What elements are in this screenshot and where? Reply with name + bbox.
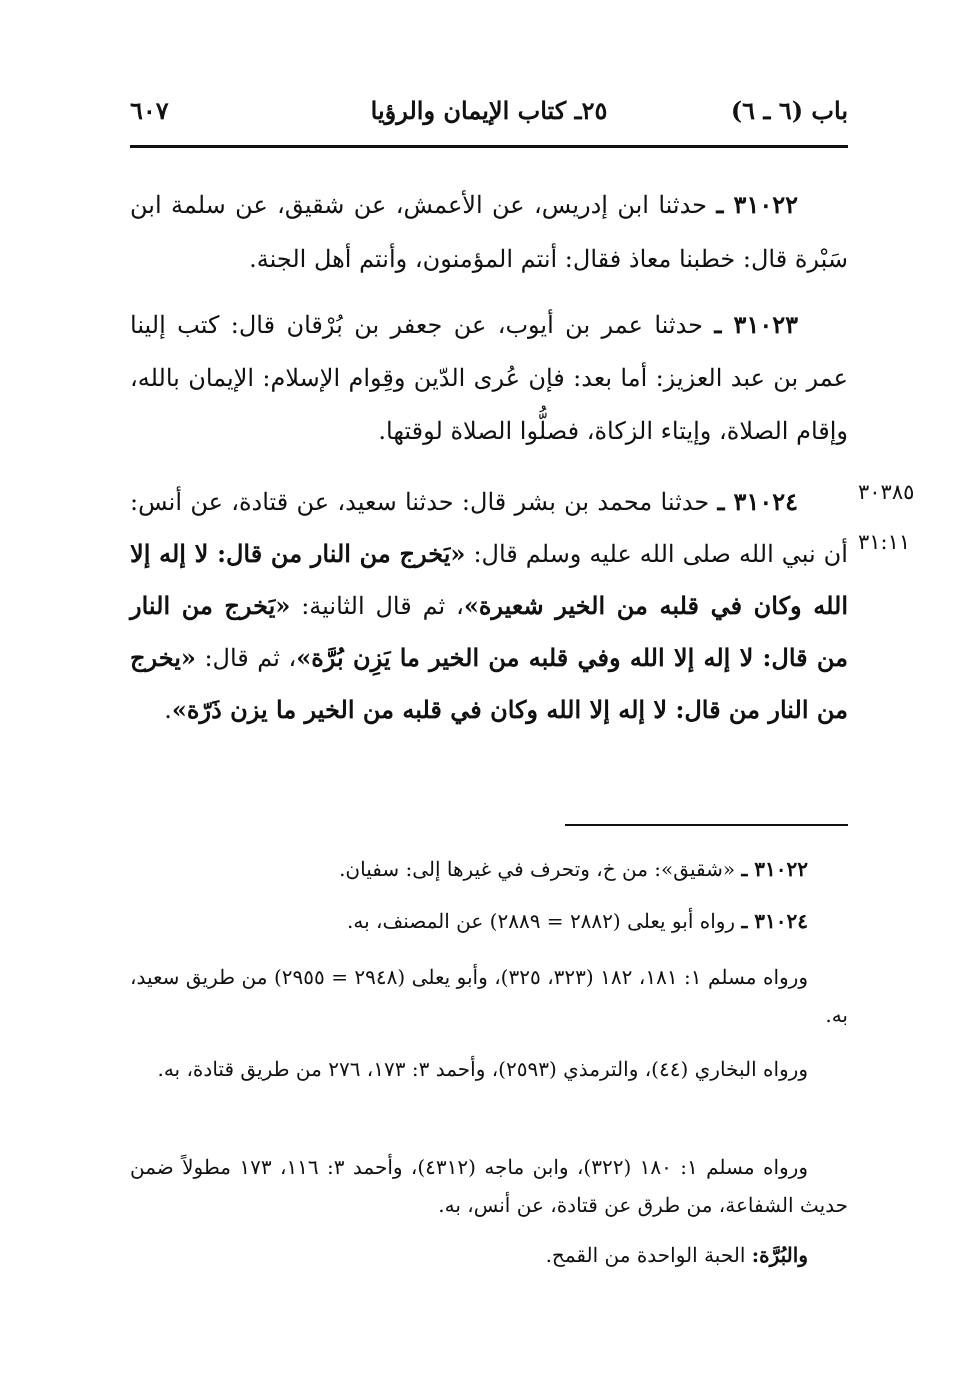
footnote-glossary — [130, 1236, 848, 1274]
hadith-text: حدثنا ابن إدريس، عن الأعمش، عن شقيق، عن سلمة ابن سَبْرة قال: خطبنا معاذ فقال: أنتم المؤمنون، وأنتم أهل الجنة. — [130, 191, 848, 273]
hadith-31023 — [130, 298, 848, 458]
hadith-number: ٣١٠٢٤ ـ — [717, 487, 798, 516]
hadith-text-mid2: ، ثم قال: — [204, 644, 297, 672]
footnote-number: ٣١٠٢٤ ـ — [741, 909, 808, 933]
hadith-number: ٣١٠٢٣ ـ — [714, 310, 798, 339]
hadith-text-mid: ، ثم قال الثانية: — [301, 592, 464, 620]
footnote-text: ورواه مسلم ١: ١٨٠ (٣٢٢)، وابن ماجه (٤٣١٢)، وأحمد ٣: ١١٦، ١٧٣ مطولاً ضمن حديث الشفاعة، من طرق عن قتادة، عن أنس، به. — [130, 1155, 848, 1217]
footnote — [130, 958, 848, 1034]
hadith-text: حدثنا عمر بن أيوب، عن جعفر بن بُرْقان قال: كتب إلينا عمر بن عبد العزيز: أما بعد: فإن عُرى الدّين وقِوام الإسلام: الإيمان بالله، وإقام الصلاة، وإيتاء الزكاة، فصلُّوا الصلاة لوقتها. — [130, 311, 848, 445]
footnote-rule — [565, 824, 848, 826]
page-number: ٦٠٧ — [130, 96, 169, 125]
hadith-31022 — [130, 178, 848, 286]
hadith-quote-3: «يخرج من النار من قال: لا إله إلا الله وكان في قلبه من الخير ما يزن ذَرّة» — [130, 643, 848, 724]
footnote-text: «شقيق»: من خ، وتحرف في غيرها إلى: سفيان. — [339, 857, 736, 881]
hadith-31024 — [130, 476, 848, 736]
footnote — [130, 1050, 848, 1088]
hadith-quote-1: «يَخرج من النار من قال: لا إله إلا الله وكان في قلبه من الخير شعيرة» — [130, 539, 848, 620]
margin-reference: ٣٠٣٨٥ — [858, 480, 915, 504]
margin-reference: ٣١:١١ — [858, 530, 911, 554]
glossary-definition: الحبة الواحدة من القمح. — [545, 1243, 746, 1267]
hadith-number: ٣١٠٢٢ ـ — [716, 190, 798, 219]
chapter-heading: باب (٦ ـ ٦) — [730, 96, 848, 125]
footnote — [130, 1148, 848, 1224]
hadith-text-end: . — [164, 696, 172, 724]
footnote-number: ٣١٠٢٢ ـ — [741, 857, 808, 881]
header-rule — [130, 145, 848, 148]
book-title: ٢٥ـ كتاب الإيمان والرؤيا — [370, 96, 608, 125]
footnote — [130, 850, 848, 888]
footnote — [130, 902, 848, 940]
hadith-text-intro: حدثنا محمد بن بشر قال: حدثنا سعيد، عن قتادة، عن أنس: أن نبي الله صلى الله عليه وسلم قال: — [130, 488, 848, 568]
footnote-text: ورواه مسلم ١: ١٨١، ١٨٢ (٣٢٣، ٣٢٥)، وأبو يعلى (٢٩٤٨ = ٢٩٥٥) من طريق سعيد، به. — [130, 965, 848, 1027]
page-header — [130, 96, 848, 132]
hadith-quote-2: «يَخرج من النار من قال: لا إله إلا الله وفي قلبه من الخير ما يَزِن بُرَّة» — [130, 591, 848, 672]
glossary-term: والبُرَّة: — [751, 1243, 808, 1267]
footnote-text: ورواه البخاري (٤٤)، والترمذي (٢٥٩٣)، وأحمد ٣: ١٧٣، ٢٧٦ من طريق قتادة، به. — [157, 1057, 808, 1081]
footnote-text: رواه أبو يعلى (٢٨٨٢ = ٢٨٨٩) عن المصنف، به. — [347, 909, 736, 933]
